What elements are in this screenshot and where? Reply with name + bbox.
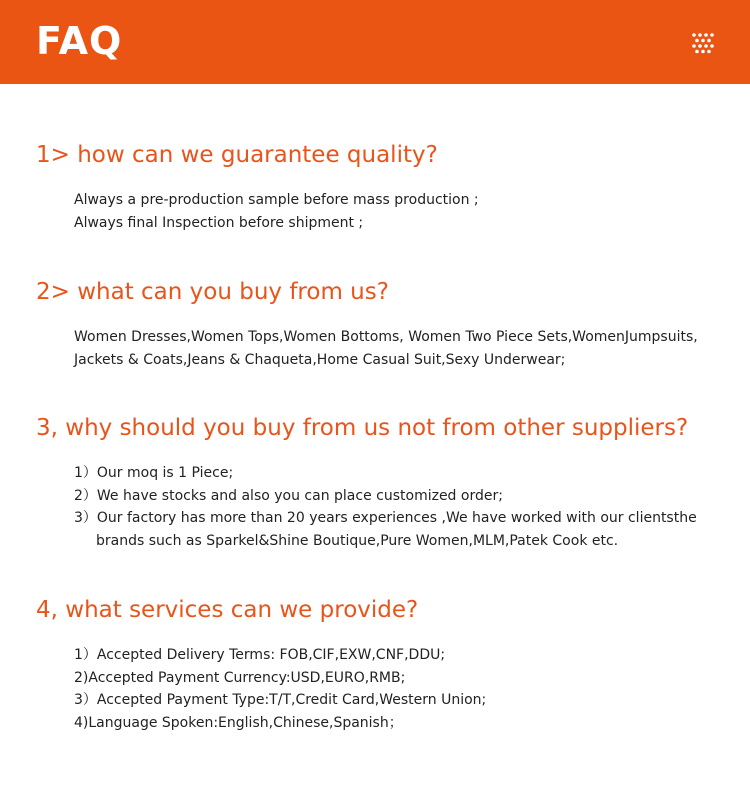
answer-line: brands such as Sparkel&Shine Boutique,Pure Women,MLM,Patek Cook etc. [96,532,619,549]
answer-line: 4)Language Spoken:English,Chinese,Spanish； [74,714,403,731]
answer-block [74,644,486,734]
header-bar [0,0,750,84]
dots-grid-icon [692,33,714,55]
question-title: 3, why should you buy from us not from other suppliers? [36,415,689,441]
question-title: 2> what can you buy from us? [36,279,389,305]
answer-line: 1）Our moq is 1 Piece; [74,465,234,481]
answer-block [74,462,697,552]
answer-line: Always final Inspection before shipment ; [74,214,364,231]
answer-line: 2)Accepted Payment Currency:USD,EURO,RMB; [74,669,406,686]
answer-line: Women Dresses,Women Tops,Women Bottoms, Women Two Piece Sets,WomenJumpsuits, [74,329,698,345]
answer-line: Jackets & Coats,Jeans & Chaqueta,Home Casual Suit,Sexy Underwear; [74,351,566,368]
answer-line: Always a pre-production sample before mass production ; [74,192,479,208]
answer-line: 3）Our factory has more than 20 years experiences ,We have worked with our clientsthe [74,510,697,526]
answer-block [74,189,479,234]
question-title: 4, what services can we provide? [36,597,419,623]
page-title: FAQ [36,19,123,63]
answer-line: 3）Accepted Payment Type:T/T,Credit Card,Western Union; [74,692,487,708]
answer-block [74,326,698,371]
answer-line: 1）Accepted Delivery Terms: FOB,CIF,EXW,CNF,DDU; [74,647,446,663]
answer-line: 2）We have stocks and also you can place customized order; [74,487,503,504]
question-title: 1> how can we guarantee quality? [36,142,438,168]
